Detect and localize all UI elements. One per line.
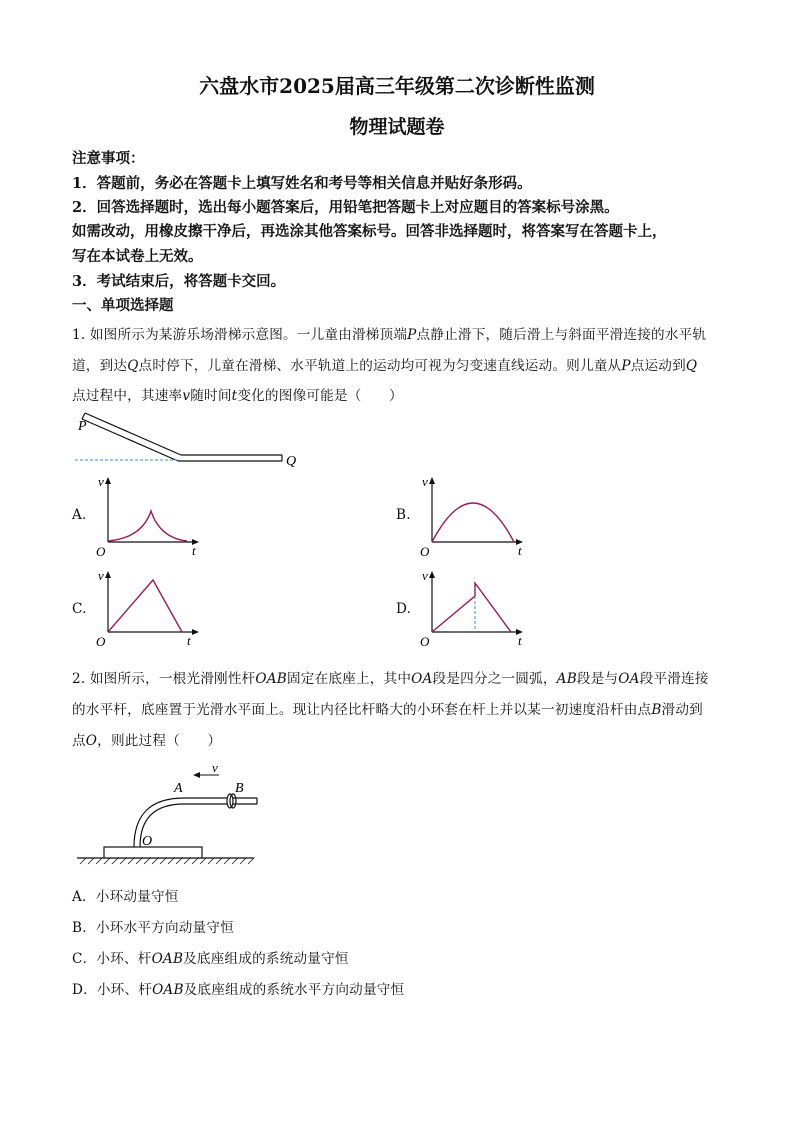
- notice-heading: 注意事项：: [72, 150, 145, 167]
- notice-item-2-cont1: 如需改动，用橡皮擦干净后，再选涂其他答案标号。回答非选择题时，将答案写在答题卡上，: [72, 223, 667, 240]
- q1-option-b-graph[interactable]: [416, 472, 536, 558]
- q2-rod-figure: [72, 760, 272, 870]
- svg-text:t: t: [192, 543, 196, 558]
- notice-item-2: 2．回答选择题时，选出每小题答案后，用铅笔把答题卡上对应题目的答案标号涂黑。: [72, 199, 619, 216]
- q2-option-a[interactable]: A．小环动量守恒: [72, 889, 179, 905]
- curve-a: [108, 511, 187, 541]
- q1-option-a-graph[interactable]: [92, 472, 212, 558]
- q1-option-d-letter[interactable]: D.: [396, 601, 412, 617]
- notice-item-1: 1．答题前，务必在答题卡上填写姓名和考号等相关信息并贴好条形码。: [72, 175, 532, 192]
- rod-outer-edge: [134, 798, 257, 847]
- svg-text:v: v: [422, 474, 428, 489]
- exam-title: 六盘水市2025届高三年级第二次诊断性监测: [199, 74, 595, 98]
- svg-text:O: O: [96, 634, 106, 649]
- q1-option-c-letter[interactable]: C.: [72, 601, 87, 617]
- q1-slide-figure: [70, 408, 310, 470]
- q2-line-3: 点O，则此过程（ ）: [72, 733, 222, 749]
- svg-text:v: v: [422, 568, 428, 583]
- q1-line-3: 点过程中，其速率v随时间t变化的图像可能是（ ）: [72, 388, 403, 404]
- label-q: Q: [286, 454, 297, 469]
- section-heading: 一、单项选择题: [72, 297, 174, 314]
- slide-ramp-top-edge: [85, 413, 181, 455]
- q2-option-d[interactable]: D．小环、杆OAB及底座组成的系统水平方向动量守恒: [72, 982, 405, 998]
- q2-option-c[interactable]: C．小环、杆OAB及底座组成的系统动量守恒: [72, 951, 349, 967]
- svg-text:t: t: [518, 633, 522, 648]
- curve-c: [108, 580, 182, 632]
- slide-ramp-bottom-edge: [82, 419, 178, 461]
- label-b: B: [235, 781, 244, 796]
- q2-option-b[interactable]: B．小环水平方向动量守恒: [72, 920, 234, 936]
- q1-option-c-graph[interactable]: [92, 566, 212, 652]
- label-v: v: [212, 760, 218, 775]
- svg-text:v: v: [98, 568, 104, 583]
- q1-line-1: 1. 如图所示为某游乐场滑梯示意图。一儿童由滑梯顶端P点静止滑下，随后滑上与斜面平滑连接的水平轨: [72, 327, 707, 343]
- ground-hatch: [80, 858, 254, 864]
- svg-text:v: v: [98, 474, 104, 489]
- base: [104, 847, 202, 858]
- notice-item-3: 3．考试结束后，将答题卡交回。: [72, 273, 286, 290]
- q2-line-1: 2. 如图所示，一根光滑刚性杆OAB固定在底座上，其中OA段是四分之一圆弧，AB段是与OA段平滑连接: [72, 671, 709, 687]
- svg-text:O: O: [96, 544, 106, 558]
- label-o: O: [142, 834, 153, 849]
- notice-item-2-cont2: 写在本试卷上无效。: [72, 248, 203, 265]
- svg-text:O: O: [420, 544, 430, 558]
- q1-option-a-letter[interactable]: A.: [72, 507, 87, 523]
- svg-text:O: O: [420, 634, 430, 649]
- q1-option-b-letter[interactable]: B.: [396, 507, 411, 523]
- q1-line-2: 道，到达Q点时停下，儿童在滑梯、水平轨道上的运动均可视为匀变速直线运动。则儿童从P点运动到Q: [72, 358, 698, 374]
- label-p: P: [78, 419, 87, 434]
- exam-subtitle: 物理试题卷: [349, 116, 445, 138]
- rod-inner-edge: [140, 804, 257, 847]
- svg-text:t: t: [518, 543, 522, 558]
- curve-d: [432, 583, 511, 632]
- q1-option-d-graph[interactable]: [416, 566, 536, 652]
- label-a: A: [174, 781, 183, 796]
- svg-text:t: t: [187, 633, 191, 648]
- curve-b: [432, 503, 514, 542]
- q2-line-2: 的水平杆，底座置于光滑水平面上。现让内径比杆略大的小环套在杆上并以某一初速度沿杆由点B滑动到: [72, 702, 703, 718]
